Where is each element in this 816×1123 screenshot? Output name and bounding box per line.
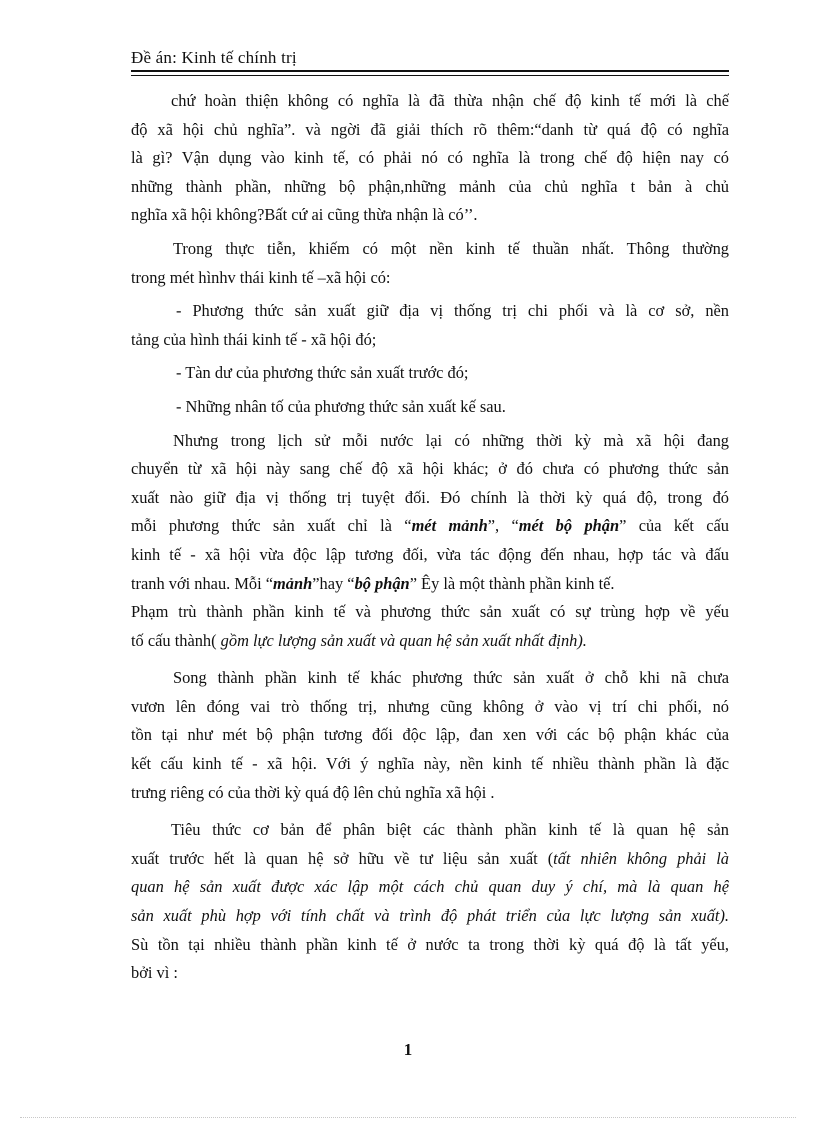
text-line: kinh tế - xã hội vừa độc lập tương đối, vừa tác động đến nhau, hợp tác và đấu <box>131 544 729 564</box>
text-line: Nhưng trong lịch sử mỗi nước lại có những thời kỳ mà xã hội đang <box>173 430 729 450</box>
emphasis-text: mét mảnh <box>411 516 488 536</box>
bullet-list <box>131 297 729 421</box>
text-line: tố cấu thành( gồm lực lượng sản xuất và quan hệ sản xuất nhất định). <box>131 630 587 650</box>
document-body <box>131 87 729 988</box>
text-line: xuất trước hết là quan hệ sở hữu về tư liệu sản xuất (tất nhiên không phải là <box>131 848 729 868</box>
text-line: những thành phần, những bộ phận,những mảnh của chủ nghĩa t bản à chủ <box>131 176 729 196</box>
list-item: - Những nhân tố của phương thức sản xuất kế sau. <box>176 396 506 416</box>
header-rule-thin <box>131 75 729 76</box>
paragraph-continuation <box>131 87 729 230</box>
text-line: trong mét hìnhv thái kinh tế –xã hội có: <box>131 267 391 287</box>
text-line: mỗi phương thức sản xuất chỉ là “mét mảnh”, “mét bộ phận” của kết cấu <box>131 516 729 536</box>
text-line: bởi vì : <box>131 963 178 983</box>
text-line: Trong thực tiễn, khiếm có một nền kinh tế thuần nhất. Thông thường <box>173 238 729 258</box>
text-line: chuyển từ xã hội này sang chế độ xã hội khác; ở đó chưa có phương thức sản <box>131 459 729 479</box>
text-line: trưng riêng có của thời kỳ quá độ lên chủ nghĩa xã hội . <box>131 782 495 802</box>
text-line: chứ hoàn thiện không có nghĩa là đã thừa nhận chế độ kinh tế mới là chế <box>171 91 729 110</box>
text-line: Sù tồn tại nhiều thành phần kinh tế ở nước ta trong thời kỳ quá độ là tất yếu, <box>131 934 729 954</box>
text-line: Tiêu thức cơ bản để phân biệt các thành phần kinh tế là quan hệ sản <box>171 820 729 840</box>
italic-text: gồm lực lượng sản xuất và quan hệ sản xuất nhất định). <box>220 630 587 650</box>
paragraph-category <box>131 598 729 655</box>
list-item-continuation: tảng của hình thái kinh tế - xã hội đó; <box>131 329 377 349</box>
header-rule-thick <box>131 70 729 72</box>
emphasis-text: mét bộ phận <box>518 516 620 536</box>
page-number: 1 <box>403 1040 413 1059</box>
text-line: quan hệ sản xuất được xác lập một cách chủ quan duy ý chí, mà là quan hệ <box>131 877 729 897</box>
emphasis-text: bộ phận <box>354 573 410 593</box>
text-line: độ xã hội chủ nghĩa”. và ngời đã giải thích rõ thêm:“danh từ quá độ có nghĩa <box>131 119 729 139</box>
document-header: Đề án: Kinh tế chính trị <box>131 48 297 67</box>
paragraph-difference <box>131 664 729 807</box>
text-line: tranh với nhau. Mỗi “mảnh”hay “bộ phận” Êy là một thành phần kinh tế. <box>131 573 615 593</box>
text-line: sản xuất phù hợp với tính chất và trình độ phát triển của lực lượng sản xuất). <box>131 906 729 926</box>
text-line: xuất nào giữ địa vị thống trị tuyệt đối. Đó chính là thời kỳ quá độ, trong đó <box>131 487 729 507</box>
text-line: Phạm trù thành phần kinh tế và phương thức sản xuất có sự trùng hợp về yếu <box>131 602 729 622</box>
emphasis-text: mảnh <box>273 573 313 593</box>
list-item: - Phương thức sản xuất giữ địa vị thống trị chi phối và là cơ sở, nền <box>176 301 729 321</box>
text-line: tồn tại như mét bộ phận tương đối độc lập, đan xen với các bộ phận khác của <box>131 725 729 745</box>
list-item: - Tàn dư của phương thức sản xuất trước đó; <box>176 363 469 383</box>
text-line: là gì? Vận dụng vào kinh tế, có phải nó có nghĩa là trong chế độ hiện nay có <box>131 148 729 168</box>
page-bottom-border <box>20 1117 796 1118</box>
paragraph-criteria <box>131 816 729 988</box>
italic-text: tất nhiên không phải là <box>553 848 729 868</box>
text-line: Song thành phần kinh tế khác phương thức sản xuất ở chỗ khi nã chưa <box>173 668 729 688</box>
text-line: vươn lên đóng vai trò thống trị, nhưng cũng không ở vào vị trí chi phối, nó <box>131 696 729 716</box>
text-line: nghĩa xã hội không?Bất cứ ai cũng thừa nhận là có’’. <box>131 205 478 225</box>
text-line: kết cấu kinh tế - xã hội. Với ý nghĩa này, nền kinh tế nhiều thành phần là đặc <box>131 754 729 774</box>
paragraph-transition-period <box>131 427 729 599</box>
paragraph-economic-structure <box>131 235 729 292</box>
